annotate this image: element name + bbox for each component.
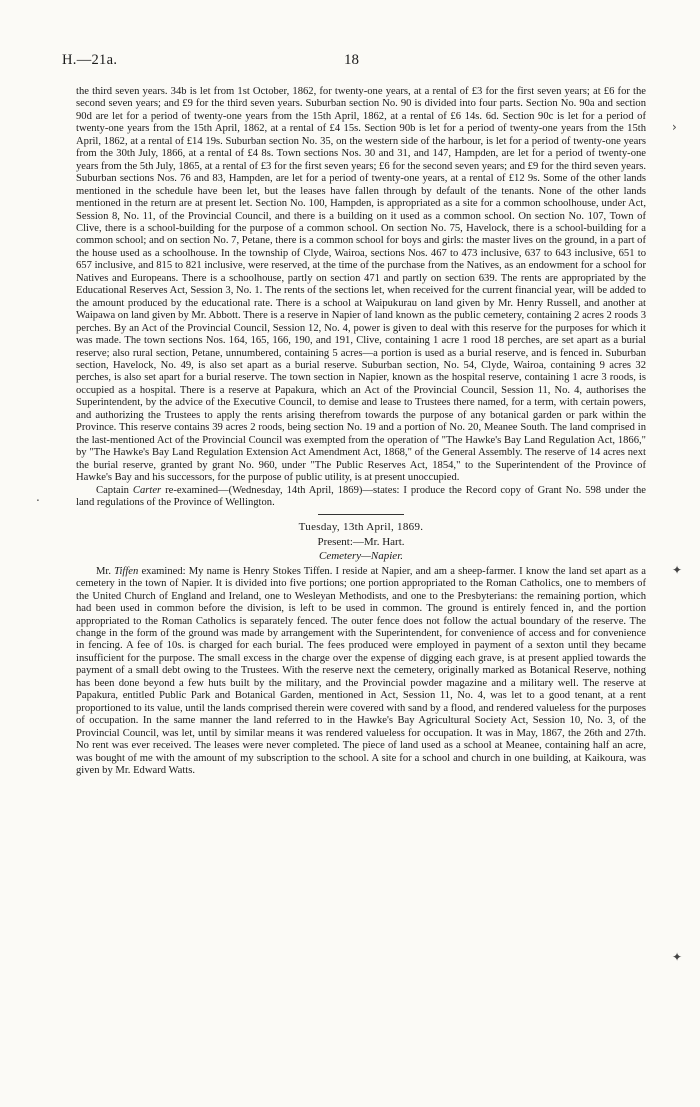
page-header [62, 52, 650, 72]
document-body [76, 86, 646, 777]
margin-mark-icon: ✦ [672, 563, 683, 577]
paragraph-prefix: Mr. [96, 565, 115, 577]
session-dateline: Tuesday, 13th April, 1869. [298, 521, 424, 534]
continuation-paragraph: the third seven years. 34b is let from 1st October, 1862, for twenty-one years, at a rental of £3 for the first seven years; at £6 for the second seven years; and £9 for the third seven years. Suburban section No. 90 is divided into four parts. Section No. 90a and section 90d are let for a period of twenty-one years from the 15th April, 1862, at a rental of £6 14s. 6d. Section 90c is let for a period of twenty-one years from the 15th April, 1862, at a rental of £4 15s. Section 90b is let for a period of twenty-one years from the 15th April, 1862, at a rental of £14 19s. Suburban section No. 35, on the western side of the harbour, is let for a period of twenty-one years from the 30th July, 1866, at a rental of £4 8s. Town sections Nos. 30 and 31, and 147, Hampden, are let for a period of twenty-one years from the 5th July, 1865, at a rental of £3 for the first seven years; £6 for the second seven years; and £9 for the third seven years. Suburban sections Nos. 76 and 83, Hampden, are let for a period of twenty-one years, at a rental of £12 9s. Some of the other lands mentioned in the schedule have been let, but the leases have fallen through by default of the tenants. None of the other lands mentioned in the return are at present let. Section No. 100, Hampden, is appropriated as a site for a common schoolhouse, under Act, Session 8, No. 11, of the Provincial Council, and there is a building on it used as a common school. On section No. 107, Town of Clive, there is a school-building for the purpose of a common school. On section No. 75, Havelock, there is a school-building for a common school; and on section No. 7, Petane, there is a common school for boys and girls: the master lives on the ground, in a part of the house used as a schoolhouse. In the township of Clyde, Wairoa, sections Nos. 467 to 473 inclusive, 637 to 643 inclusive, 651 to 657 inclusive, and 815 to 821 inclusive, were reserved, at the time of the purchase from the Natives, as an endowment for a school for Natives and Europeans. There is a schoolhouse, partly on section 471 and partly on section 639. The rents are appropriated by the Educational Reserves Act, Session 3, No. 1. The rents of the sections let, when received for the current financial year, will be added to the amount produced by the educational rate. There is a school at Waipukurau on land given by Mr. Henry Russell, and another at Waipawa on land given by Mr. Abbott. There is a reserve in Napier of land known as the public cemetery, containing 2 acres 2 roods 3 perches. By an Act of the Provincial Council, Session 12, No. 4, power is given to deal with this reserve for the purposes for which it was made. The town sections Nos. 164, 165, 166, 190, and 191, Clive, containing 1 acre 1 rood 18 perches, are set apart as a burial reserve; also rural section, Petane, unnumbered, containing 5 acres—a portion is used as a burial reserve, and is fenced in. Suburban section, Havelock, No. 49, is also set apart as a burial reserve. Suburban section, No. 54, Clyde, Wairoa, containing 9 acres 32 perches, is also set apart for a burial reserve. The town section in Napier, known as the hospital reserve, containing 1 acre 3 roods, is occupied as a hospital. There is a reserve at Papakura, which an Act of the Provincial Council, Session 11, No. 4, authorises the Superintendent, by the advice of the Executive Council, to demise and lease to Trustees there named, for a term, with certain powers, and authorizing the Trustees to apply the rents arising therefrom towards the purpose of any botanical garden or park within the Province. This reserve contains 39 acres 2 roods, being section No. 19 and a portion of No. 20, Meanee South. The land comprised in the last-mentioned Act of the Provincial Council was exempted from the operation of "The Hawke's Bay Land Regulation Act, 1866," by "The Hawke's Bay Land Regulation Extension Act Amendment Act, 1868," of the General Assembly. The reserve of 14 acres next the burial reserve, granted by grant No. 960, under "The Public Reserves Act, 1854," to the Superintendent of the Province of Hawke's Bay and his successors, for the purpose of public utility, is at present unoccupied. [76, 86, 646, 484]
present-line: Present:—Mr. Hart. [317, 535, 405, 548]
paragraph-prefix: Captain [96, 484, 133, 496]
section-divider [318, 514, 404, 515]
carter-paragraph [76, 485, 646, 510]
paragraph-text: examined: My name is Henry Stokes Tiffen. I reside at Napier, and am a sheep-farmer. I know the land set apart as a cemetery in the town of Napier. It is divided into five portions; one portion appropriated to the Roman Catholics, one to members of the United Church of England and Ireland, one to Wesleyan Methodists, and one to the Presbyterians: the remaining portion, which had been used in common before the division, is left to be used in common. The ground is entirely fenced in, and the portion appropriated to the Roman Catholics is separately fenced. The outer fence does not follow the actual boundary of the reserve. The change in the form of the ground was made by arrangement with the Superintendent, for convenience of access and for convenience in fencing. A fee of 10s. is charged for each burial. The fees produced were employed in payment of a sexton until they became insufficient for the purpose. The small excess in the charge over the expense of digging each grave, is at present applied towards the payment of a small debt owing to the Trustees. With the reserve next the cemetery, originally marked as Botanical Reserve, nothing has been done beyond a few huts built by the military, and the Provincial powder magazine and a military well. The reserve at Papakura, entitled Public Park and Botanical Garden, mentioned in Act, Session 11, No. 4, was let to a good tenant, at a rent proportioned to its value, until the lands comprised therein were covered with sand by a flood, and rendered valueless for the purposes of occupation. In the same manner the land referred to in the Hawke's Bay Agricultural Society Act, Session 10, No. 3, of the Provincial Council, was let, until by similar means it was rendered valueless for occupation. It was in May, 1867, the 26th and 27th. No rent was ever received. The leases were never completed. The piece of land used as a school at Meanee, containing half an acre, was bought of me with the amount of my subscription to the school. A site for a school and church in one building, at Kaikoura, was given by Mr. Edward Watts. [76, 565, 646, 777]
margin-mark-icon: ✦ [672, 950, 683, 964]
page-number: 18 [344, 52, 359, 68]
document-reference: H.—21a. [62, 52, 118, 68]
tiffen-paragraph [76, 566, 646, 778]
margin-dot-icon: . [36, 490, 40, 504]
margin-mark-icon: › [672, 120, 677, 134]
section-subheading: Cemetery—Napier. [318, 550, 403, 563]
witness-name: Tiffen [114, 565, 139, 577]
witness-name: Carter [132, 484, 162, 496]
paragraph-text: re-examined—(Wednesday, 14th April, 1869)—states: I produce the Record copy of Grant No. 598 under the land regulations of the Province of Wellington. [76, 484, 646, 508]
